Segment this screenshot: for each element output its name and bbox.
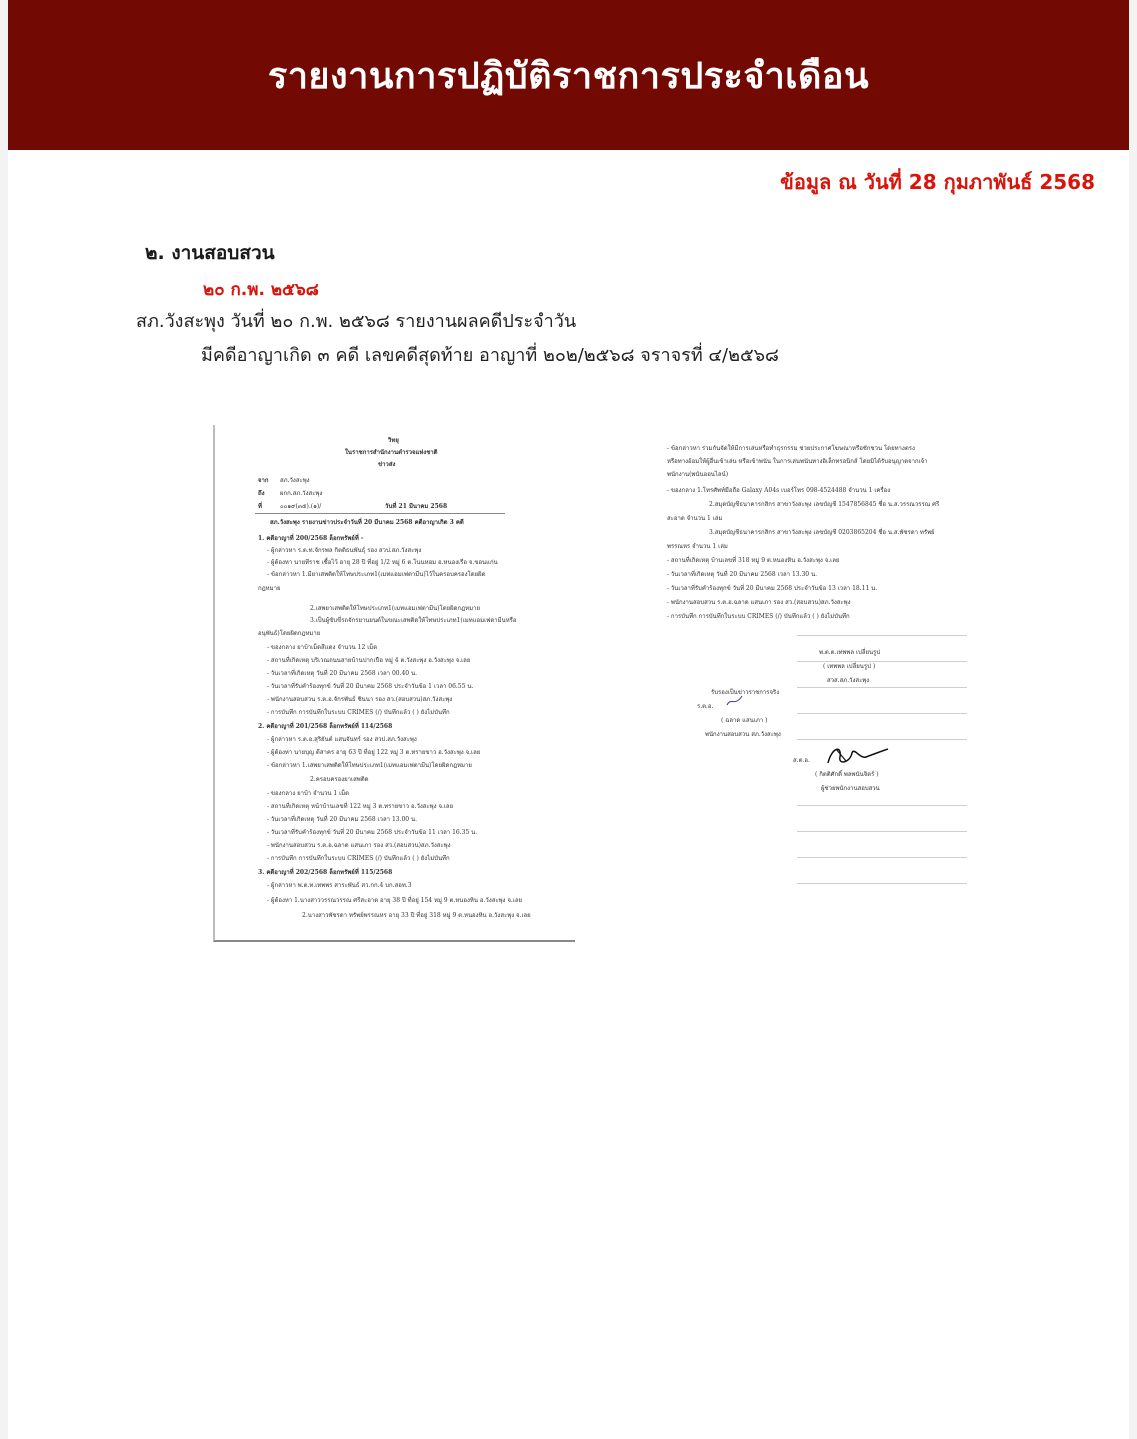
- doc-title-radio: วิทยุ: [388, 437, 399, 444]
- case-count-line: มีคดีอาญาเกิด ๓ คดี เลขคดีสุดท้าย อาญาที่ ๒๐๒/๒๕๖๘ จราจรที่ ๔/๒๕๖๘: [201, 345, 779, 366]
- doc-to-label: ถึง: [258, 490, 265, 497]
- doc-ref-label: ที่: [258, 503, 262, 510]
- page-title: รายงานการปฏิบัติราชการประจำเดือน: [267, 55, 870, 97]
- doc-ref-date: วันที่ 21 มีนาคม 2568: [385, 503, 448, 510]
- case-3-location: - สถานที่เกิดเหตุ บ้านเลขที่ 318 หมู่ 9 ต.หนองหิน อ.วังสะพุง จ.เลย: [667, 557, 840, 564]
- case-1-charge-3-cont: อนุพันธ์)โดยผิดกฎหมาย: [258, 630, 321, 637]
- doc-ref: ๐๐๑๙(๓๕).(๑)/: [280, 503, 322, 510]
- case-2-time: - วันเวลาที่เกิดเหตุ วันที่ 20 มีนาคม 2568 เวลา 13.00 น.: [267, 816, 418, 823]
- signer-3-rank: ส.ต.อ.: [793, 757, 810, 764]
- case-2-evidence: - ของกลาง ยาบ้า จำนวน 1 เม็ด: [267, 790, 350, 797]
- header-banner: [8, 0, 1129, 150]
- case-3-evidence-3-cont: พรรณหร จำนวน 1 เล่ม: [667, 543, 728, 550]
- case-1-charge-3: 3.เป็นผู้ขับขี่รถจักรยานยนต์ในขณะเสพติดให้โทษประเภท1(เมทแอมเฟตามีนหรือ: [310, 617, 517, 624]
- case-1-suspect: - ผู้ต้องหา นายทีราช เชื้อไว้ อายุ 28 ปี ที่อยู่ 1/2 หมู่ 6 ต.โนนหอม อ.หนองเรือ จ.ขอนแก่น: [267, 559, 498, 566]
- case-2-charge-2: 2.ครอบครองยาเสพติด: [310, 776, 369, 783]
- signer-1-name: พ.ต.ต.เทพพล เปลี่ยนรูป: [819, 649, 881, 656]
- case-1-charge-2: 2.เสพยาเสพติดให้โทษประเภท1(เมทแอมเฟตามีน)โดยผิดกฎหมาย: [310, 605, 480, 612]
- signer-2-printed: ( ฉลาด แสนเภา ): [721, 717, 768, 724]
- signature-3-mark: [822, 743, 890, 771]
- case-2-record: - การบันทึก การบันทึกในระบบ CRIMES (/) บันทึกแล้ว ( ) ยังไม่บันทึก: [267, 855, 450, 862]
- signature-2-mark: [725, 693, 745, 709]
- case-2-complaint-time: - วันเวลาที่รับคำร้องทุกข์ วันที่ 20 มีนาคม 2568 ประจำวันข้อ 11 เวลา 16.35 น.: [267, 829, 478, 836]
- case-3-evidence-2-cont: สะอาด จำนวน 1 เล่ม: [667, 515, 723, 522]
- signer-3-printed: ( กิตติศักดิ์ พลพนันจิตร์ ): [815, 771, 879, 778]
- report-date: ๒๐ ก.พ. ๒๕๖๘: [203, 280, 319, 300]
- case-3-heading: 3. คดีอาญาที่ 202/2568 ล็อกทรัพย์ที่ 115/2568: [258, 869, 393, 876]
- case-1-charge: - ข้อกล่าวหา 1.มียาเสพติดให้โทษประเภท1(เมทแอมเฟตามีน)ไว้ในครอบครองโดยผิด: [267, 571, 486, 578]
- case-1-record: - การบันทึก การบันทึกในระบบ CRIMES (/) บันทึกแล้ว ( ) ยังไม่บันทึก: [267, 709, 450, 716]
- case-3-complaint-time: - วันเวลาที่รับคำร้องทุกข์ วันที่ 20 มีนาคม 2568 ประจำวันข้อ 13 เวลา 18.11 น.: [667, 585, 878, 592]
- signer-3-title: ผู้ช่วยพนักงานสอบสวน: [821, 785, 880, 792]
- case-3-evidence-1: - ของกลาง 1.โทรศัพท์มือถือ Galaxy A04s เบอร์โทร 098-4524488 จำนวน 1 เครื่อง: [667, 487, 891, 494]
- case-3-charge-end: พนักงาน(พนันออนไลน์): [667, 471, 729, 478]
- case-1-heading: 1. คดีอาญาที่ 200/2568 ล็อกทรัพย์ที่ -: [258, 535, 364, 542]
- case-2-investigator: - พนักงานสอบสวน ร.ต.อ.ฉลาด แสนเภา รอง สว.(สอบสวน)สภ.วังสะพุง: [267, 842, 451, 849]
- signer-1-title: สวส.สภ.วังสะพุง: [827, 677, 870, 684]
- case-1-complaint-time: - วันเวลาที่รับคำร้องทุกข์ วันที่ 20 มีนาคม 2568 ประจำวันข้อ 1 เวลา 06.55 น.: [267, 683, 474, 690]
- signer-2-rank: ร.ต.อ.: [697, 703, 714, 710]
- report-page: [8, 0, 1129, 1439]
- signer-2-title: พนักงานสอบสวน สภ.วังสะพุง: [705, 731, 781, 738]
- daily-report-line: สภ.วังสะพุง วันที่ ๒๐ ก.พ. ๒๕๖๘ รายงานผลคดีประจำวัน: [136, 311, 577, 332]
- case-3-accuser: - ผู้กล่าวหา พ.ต.ท.เทพพร สาระพันธ์ สว.กก.4 บก.สอท.3: [267, 882, 412, 889]
- scanned-document-page-2: [617, 425, 970, 925]
- case-3-suspect-1: - ผู้ต้องหา 1.นางสาววรรณวรรณ ศรีสะอาด อายุ 38 ปี ที่อยู่ 154 หมู่ 9 ต.หนองหิน อ.วังสะพุง จ.เลย: [267, 897, 523, 904]
- doc-from-label: จาก: [258, 477, 269, 484]
- case-1-investigator: - พนักงานสอบสวน ร.ต.อ.จักรพันธ์ ชินนา รอง สว.(สอบสวน)สภ.วังสะพุง: [267, 696, 453, 703]
- scanned-document-page-1: [213, 425, 575, 942]
- section-heading: ๒. งานสอบสวน: [145, 242, 275, 264]
- case-1-charge-cont: กฎหมาย: [258, 585, 281, 592]
- case-2-location: - สถานที่เกิดเหตุ หน้าบ้านเลขที่ 122 หมู่ 3 ต.ทรายขาว อ.วังสะพุง จ.เลย: [267, 803, 454, 810]
- case-1-evidence: - ของกลาง ยาบ้าเม็ดสีแดง จำนวน 12 เม็ด: [267, 644, 378, 651]
- case-3-evidence-3: 3.สมุดบัญชีธนาคารกสิกร สาขาวังสะพุง เลขบัญชี 0203865204 ชื่อ น.ส.พัชรดา ทรัพย์: [709, 529, 935, 536]
- case-3-record: - การบันทึก การบันทึกในระบบ CRIMES (/) บันทึกแล้ว ( ) ยังไม่บันทึก: [667, 613, 850, 620]
- doc-title-message: ข่าวส่ง: [378, 461, 396, 468]
- doc-from: สภ.วังสะพุง: [280, 477, 310, 484]
- case-3-charge-cont: หรือทางอ้อมให้ผู้อื่นเข้าเล่น หรือเข้าพนัน ในการเล่นพนันทางอิเล็กทรอนิกส์ โดยมิได้รับอนุญาตจากเจ้า: [667, 458, 928, 465]
- case-2-accuser: - ผู้กล่าวหา ร.ต.อ.สุริยันต์ แสนจันทร์ รอง สวป.สภ.วังสะพุง: [267, 736, 417, 743]
- case-3-time: - วันเวลาที่เกิดเหตุ วันที่ 20 มีนาคม 2568 เวลา 13.30 น.: [667, 571, 818, 578]
- case-1-time: - วันเวลาที่เกิดเหตุ วันที่ 20 มีนาคม 2568 เวลา 00.40 น.: [267, 670, 418, 677]
- case-2-suspect: - ผู้ต้องหา นายบุญ ดีสาคร อายุ 63 ปี ที่อยู่ 122 หมู่ 3 ต.ทรายขาว อ.วังสะพุง จ.เลย: [267, 749, 481, 756]
- case-1-location: - สถานที่เกิดเหตุ บริเวณถนนสายบ้านปากเปือ หมู่ 4 ต.วังสะพุง อ.วังสะพุง จ.เลย: [267, 657, 471, 664]
- case-2-charge: - ข้อกล่าวหา 1.เสพยาเสพติดให้โทษประเภท1(เมทแอมเฟตามีน)โดยผิดกฎหมาย: [267, 762, 472, 769]
- case-3-investigator: - พนักงานสอบสวน ร.ต.อ.ฉลาด แสนเภา รอง สว.(สอบสวน)สภ.วังสะพุง: [667, 599, 851, 606]
- data-as-of-date: ข้อมูล ณ วันที่ 28 กุมภาพันธ์ 2568: [780, 170, 1095, 194]
- case-2-heading: 2. คดีอาญาที่ 201/2568 ล็อกทรัพย์ที่ 114/2568: [258, 723, 393, 730]
- doc-summary: สภ.วังสะพุง รายงานข่าวประจำวันที่ 20 มีนาคม 2568 คดีอาญาเกิด 3 คดี: [270, 519, 464, 526]
- doc-title-agency: ในราชการสำนักงานตำรวจแห่งชาติ: [345, 449, 438, 456]
- case-3-charge: - ข้อกล่าวหา ร่วมกันจัดให้มีการเล่นหรือทำธุรกรรม ช่วยประกาศโฆษณาหรือชักชวน โดยทางตรง: [667, 445, 915, 452]
- certify-text: รับรองเป็นข่าวราชการจริง: [711, 689, 780, 696]
- case-3-suspect-2: 2.นางสาวพัชรดา ทรัพย์พรรณหร อายุ 33 ปี ที่อยู่ 318 หมู่ 9 ต.หนองหิน อ.วังสะพุง จ.เลย: [302, 912, 531, 919]
- signer-1-printed: ( เทพพล เปลี่ยนรูป ): [823, 663, 876, 670]
- doc-to: ผกก.สภ.วังสะพุง: [280, 490, 323, 497]
- case-3-evidence-2: 2.สมุดบัญชีธนาคารกสิกร สาขาวังสะพุง เลขบัญชี 1547856845 ชื่อ น.ส.วรรณวรรณ ศรี: [709, 501, 940, 508]
- case-1-accuser: - ผู้กล่าวหา ร.ต.ท.จักรพล กิตติธนพันธุ์ รอง สวป.สภ.วังสะพุง: [267, 547, 422, 554]
